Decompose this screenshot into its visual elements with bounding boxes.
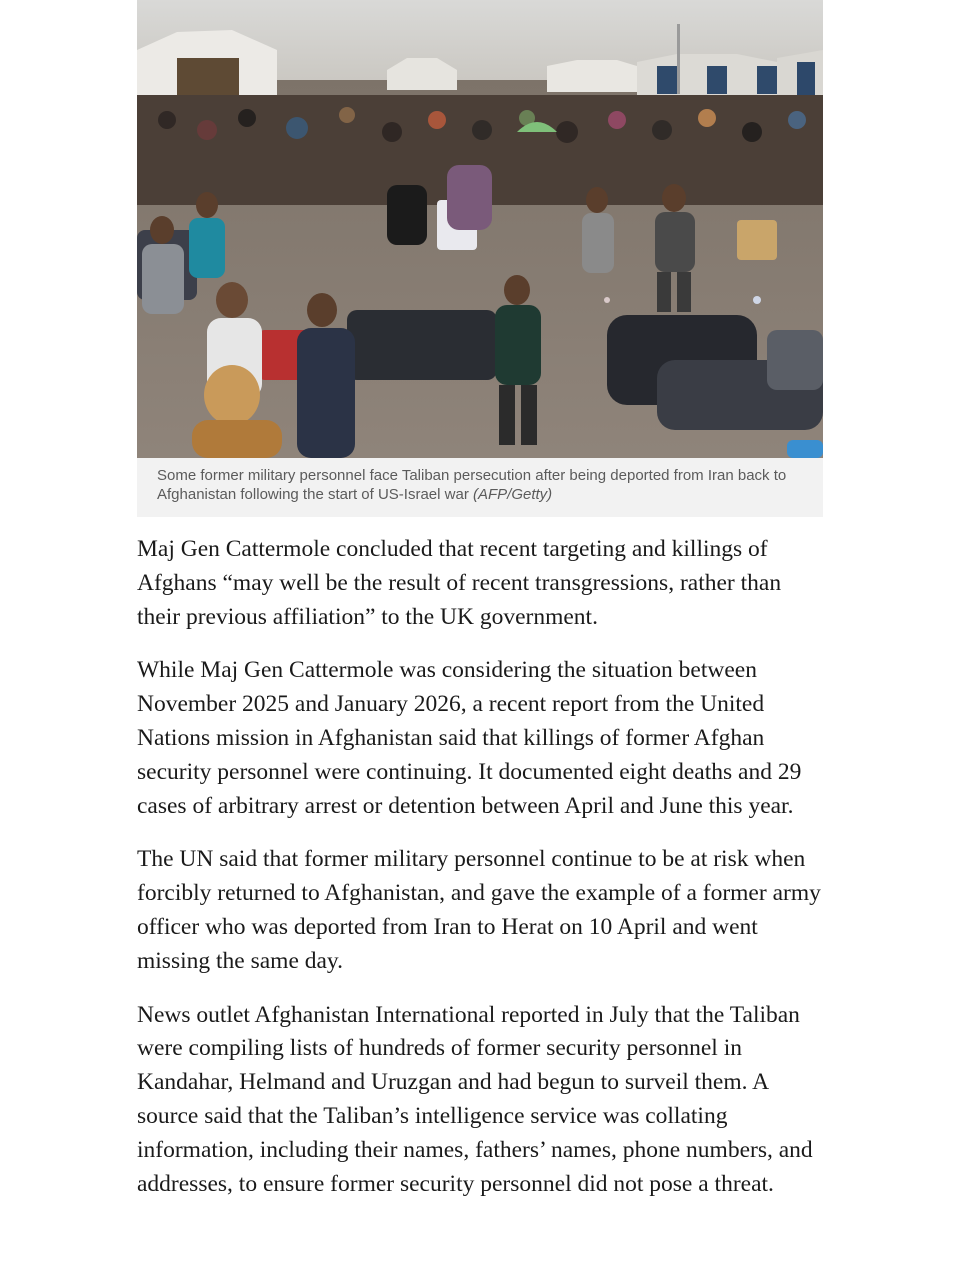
figure-caption bbox=[157, 466, 807, 504]
article-paragraph: While Maj Gen Cattermole was considering the situation between November 2025 and January 2026, a recent report from the United Nations mission in Afghanistan said that killings of former Afghan security personnel were continuing. It documented eight deaths and 29 cases of arbitrary arrest or detention between April and June this year. bbox=[137, 657, 802, 819]
article-paragraph: The UN said that former military personnel continue to be at risk when forcibly returned to Afghanistan, and gave the example of a former army officer who was deported from Iran to Herat on 10 April and went missing the same day. bbox=[137, 846, 821, 974]
caption-text: Some former military personnel face Taliban persecution after being deported from Iran back to Afghanistan following the start of US-Israel war bbox=[157, 467, 787, 503]
article-paragraph: Maj Gen Cattermole concluded that recent targeting and killings of Afghans “may well be the result of recent transgressions, rather than their previous affiliation” to the UK government. bbox=[137, 536, 782, 630]
photo-credit: (AFP/Getty) bbox=[473, 486, 553, 503]
article-paragraph: News outlet Afghanistan International reported in July that the Taliban were compiling lists of hundreds of former security personnel in Kandahar, Helmand and Uruzgan and had begun to surveil them. A source said that the Taliban’s intelligence service was collating information, including their names, fathers’ names, phone numbers, and addresses, to ensure former security personnel did not pose a threat. bbox=[137, 1001, 813, 1197]
article-photo bbox=[137, 0, 823, 458]
article-figure bbox=[137, 0, 823, 517]
article-body bbox=[137, 533, 827, 1221]
